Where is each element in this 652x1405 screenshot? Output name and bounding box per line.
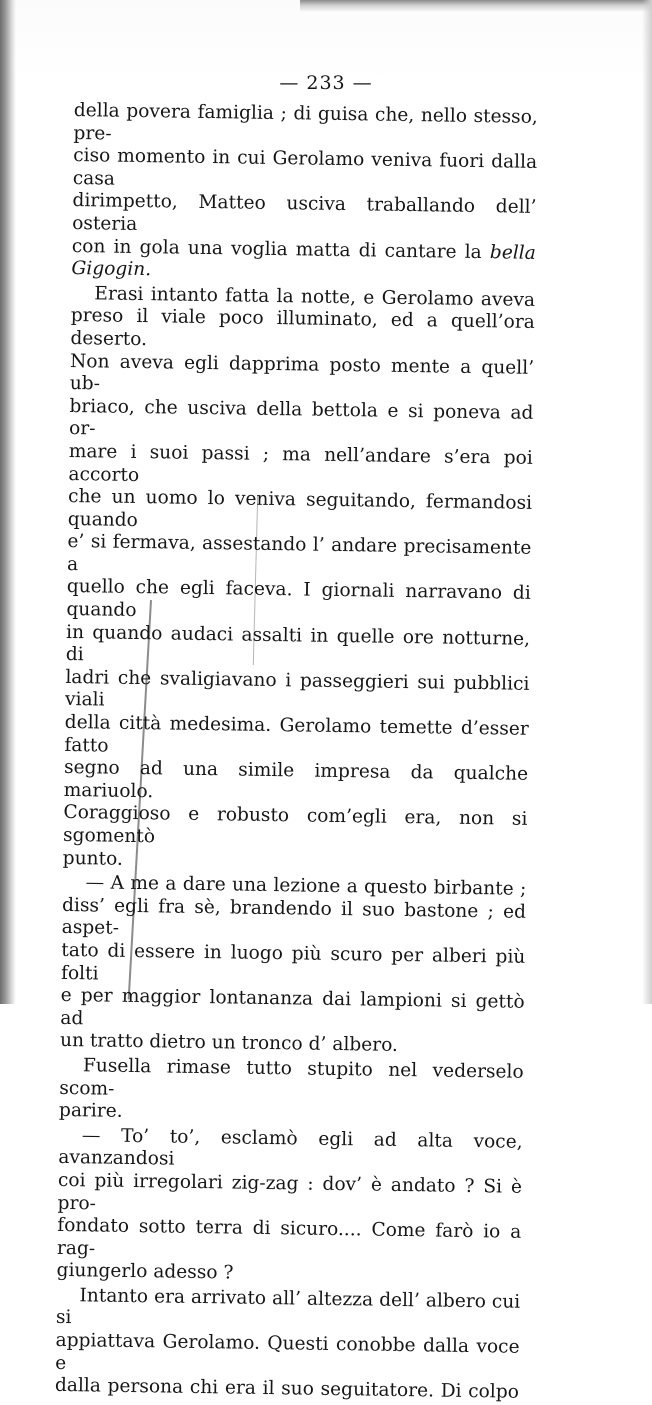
text-line: briaco, che usciva della bettola e si poneva ad or-	[68, 395, 534, 440]
text-line: in quando audaci assalti in quelle ore notturne, di	[65, 621, 531, 666]
text-line: parire.	[58, 1100, 123, 1122]
text-line: punto.	[62, 847, 124, 870]
text-line: e per maggior lontananza dai lampioni si gettò ad	[60, 985, 525, 1029]
song-title-italic: bella	[489, 241, 536, 264]
text-line: diss’ egli fra sè, brandendo il suo bastone ; ed aspet-	[61, 894, 527, 940]
paragraph-start-line: Erasi intanto fatta la notte, e Gerolamo aveva	[94, 283, 536, 311]
text-line: coi più irregolari zig-zag : dov’ è andato ? Si è pro-	[57, 1169, 523, 1214]
binding-shadow	[0, 0, 16, 1004]
text-line: della città medesima. Gerolamo temette d’esser fatto	[64, 711, 529, 757]
text-line: appiattava Gerolamo. Questi conobbe dalla voce e	[55, 1329, 520, 1374]
text-line: quello che egli faceva. I giornali narravano di quando	[66, 576, 531, 622]
text-line: fondato sotto terra di sicuro.... Come farò io a rag-	[56, 1214, 522, 1260]
paragraph-start-line: — To’ to’, esclamò egli ad alta voce, avanzandosi	[58, 1124, 523, 1170]
paragraph-start-line: — A me a dare una lezione a questo birbante ;	[85, 872, 527, 900]
text-line: dirimpetto, Matteo usciva traballando dell’ osteria	[72, 190, 537, 235]
paragraph-start-line: Intanto era arrivato all’ altezza dell’ albero cui si	[55, 1285, 521, 1329]
text-line: mare i suoi passi ; ma nell’andare s’era poi accorto	[68, 440, 533, 486]
page-edge-shadow	[642, 0, 652, 1004]
text-line: Coraggioso e robusto com’egli era, non si sgomentò	[62, 802, 528, 848]
text-line: giungerlo adesso ?	[56, 1260, 234, 1284]
text-line: Non aveva egli dapprima posto mente a quell’ ub-	[69, 350, 535, 395]
page-number-header: — 233 —	[279, 72, 373, 94]
paragraph-start-line: Fusella rimase tutto stupito nel vederselo scom-	[59, 1055, 524, 1100]
text-line: segno ad una simile impresa da qualche mariuolo.	[63, 757, 529, 803]
text-line: della povera famiglia ; di guisa che, nello stesso, pre-	[73, 100, 538, 145]
text-line: e’ si fermava, assestando l’ andare precisamente a	[66, 531, 532, 575]
text-line: che un uomo lo veniva seguitando, fermandosi quando	[67, 486, 533, 531]
text-line: un tratto dietro un tronco d’ albero.	[59, 1030, 399, 1057]
text-line: ciso momento in cui Gerolamo veniva fuori dalla casa	[72, 145, 538, 190]
text-line: preso il viale poco illuminato, ed a quell’ora deserto.	[70, 305, 535, 351]
text-line: Gigogin.	[71, 258, 152, 281]
text-line: tato di essere in luogo più scuro per alberi più folti	[60, 939, 526, 985]
scan-top-shadow	[300, 0, 652, 12]
text-line: dalla persona chi era il suo seguitatore. Di colpo	[54, 1375, 520, 1403]
body-text	[55, 100, 538, 1405]
text-line: ladri che svaligiavano i passeggieri sui pubblici viali	[64, 666, 530, 711]
text-segment: con in gola una voglia matta di cantare la	[71, 235, 482, 263]
